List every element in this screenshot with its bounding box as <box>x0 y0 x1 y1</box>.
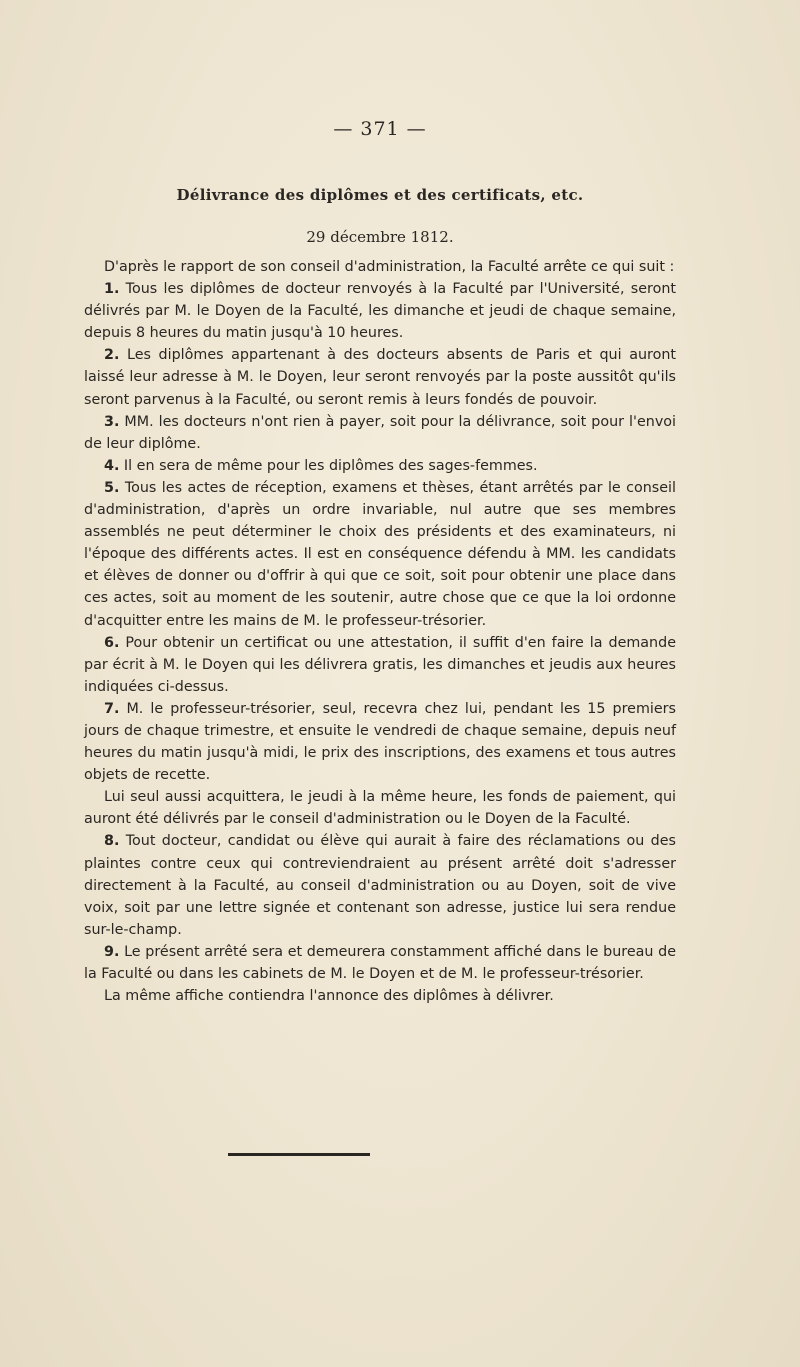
article-number: 5. <box>104 479 120 496</box>
article-7-continued <box>84 786 676 830</box>
article-text: Pour obtenir un certificat ou une attestation, il suffit d'en faire la demande par écrit à M. le Doyen qui les délivrera gratis, les dimanches et jeudis aux heures indiquées ci-dessus. <box>84 634 676 695</box>
article-number: 6. <box>104 634 120 651</box>
intro-paragraph: D'après le rapport de son conseil d'administration, la Faculté arrête ce qui suit : <box>104 259 675 275</box>
article-text: Le présent arrêté sera et demeurera constamment affiché dans le bureau de la Faculté ou dans les cabinets de M. le Doyen et de M. le professeur-trésorier. <box>84 943 676 982</box>
article-text: Il en sera de même pour les diplômes des sages-femmes. <box>119 457 538 474</box>
article-8 <box>84 830 676 940</box>
article-number: 2. <box>104 347 120 364</box>
article-7 <box>84 698 676 786</box>
decree-body <box>84 256 676 1007</box>
closing-rule <box>228 1153 370 1156</box>
article-text: La même affiche contiendra l'annonce des diplômes à délivrer. <box>104 988 554 1005</box>
article-number: 1. <box>104 281 120 298</box>
article-number: 7. <box>104 700 120 717</box>
article-text: Tous les actes de réception, examens et thèses, étant arrêtés par le conseil d'administration, d'après un ordre invariable, nul autre que ses membres assemblés ne peut déterminer le choix des présidents et des examinateurs, ni l'époque des différents actes. Il est en conséquence défendu à MM. les candidats et élèves de donner ou d'offrir à qui que ce soit, soit pour obtenir une place dans ces actes, soit au moment de les soutenir, autre chose que ce que la loi ordonne d'acquitter entre les mains de M. le professeur-trésorier. <box>84 479 676 629</box>
article-text: Tout docteur, candidat ou élève qui aurait à faire des réclamations ou des plaintes contre ceux qui contreviendraient au présent arrêté doit s'adresser directement à la Faculté, au conseil d'administration ou au Doyen, soit de vive voix, soit par une lettre signée et contenant son adresse, justice lui sera rendue sur-le-champ. <box>84 833 676 938</box>
article-number: 8. <box>104 833 120 850</box>
section-title: Délivrance des diplômes et des certificats, etc. <box>176 186 584 204</box>
article-number: 3. <box>104 413 120 430</box>
article-6 <box>84 632 676 698</box>
decree-date: 29 décembre 1812. <box>306 228 454 246</box>
article-3 <box>84 411 676 455</box>
page-number: — 371 — <box>333 118 427 140</box>
article-9-continued <box>84 985 676 1007</box>
article-5 <box>84 477 676 632</box>
article-2 <box>84 344 676 410</box>
article-9 <box>84 941 676 985</box>
article-4 <box>84 455 676 477</box>
article-text: Tous les diplômes de docteur renvoyés à la Faculté par l'Université, seront délivrés par M. le Doyen de la Faculté, les dimanche et jeudi de chaque semaine, depuis 8 heures du matin jusqu'à 10 heures. <box>84 281 676 342</box>
article-text: MM. les docteurs n'ont rien à payer, soit pour la délivrance, soit pour l'envoi de leur diplôme. <box>84 413 676 452</box>
article-text: Lui seul aussi acquittera, le jeudi à la même heure, les fonds de paiement, qui auront été délivrés par le conseil d'administration ou le Doyen de la Faculté. <box>84 789 676 828</box>
article-text: Les diplômes appartenant à des docteurs absents de Paris et qui auront laissé leur adresse à M. le Doyen, leur seront renvoyés par la poste aussitôt qu'ils seront parvenus à la Faculté, ou seront remis à leurs fondés de pouvoir. <box>84 347 676 408</box>
article-number: 4. <box>104 457 120 474</box>
article-number: 9. <box>104 943 120 960</box>
article-text: M. le professeur-trésorier, seul, recevra chez lui, pendant les 15 premiers jours de chaque trimestre, et ensuite le vendredi de chaque semaine, depuis neuf heures du matin jusqu'à midi, le prix des inscriptions, des examens et tous autres objets de recette. <box>84 700 676 784</box>
article-1 <box>84 278 676 344</box>
